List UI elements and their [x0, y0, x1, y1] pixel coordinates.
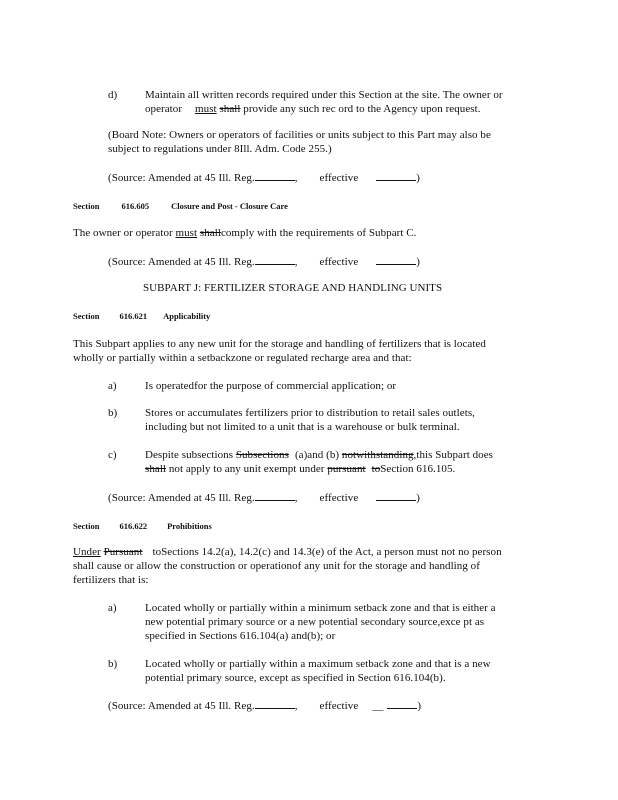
- blank-line: [255, 698, 295, 709]
- deleted-text: to: [371, 463, 381, 475]
- deleted-text: shall: [145, 463, 167, 475]
- item-label: c): [108, 449, 117, 461]
- item-label: b): [108, 407, 118, 419]
- deleted-text: Subsections: [235, 449, 289, 461]
- paragraph-line: Located wholly or partially within a maximum setback zone and that is a new: [145, 658, 491, 670]
- text-span: provide any such rec ord to the Agency upon request.: [243, 103, 481, 115]
- source-note: [108, 698, 421, 713]
- paragraph-line: [145, 462, 455, 476]
- section-word: Section: [73, 201, 100, 211]
- paragraph-line: shall cause or allow the construction or operationof any unit for the storage and handling of: [73, 560, 480, 572]
- section-title: Prohibitions: [167, 521, 212, 531]
- section-word: Section: [73, 311, 100, 321]
- section-word: Section: [73, 521, 100, 531]
- paragraph-line: wholly or partially within a setbackzone or regulated recharge area and that:: [73, 352, 412, 364]
- section-heading: [73, 520, 212, 532]
- blank-line: [255, 490, 295, 501]
- effective-label: effective: [319, 256, 359, 268]
- text-span: ,: [294, 256, 298, 268]
- paragraph-line: specified in Sections 616.104(a) and(b); or: [145, 630, 336, 642]
- paragraph-line: new potential primary source or a new potential secondary source,exce pt as: [145, 616, 485, 628]
- blank-line: [376, 254, 416, 265]
- text-span: ): [416, 172, 420, 184]
- paragraph-line: [73, 226, 416, 240]
- source-label: (Source: Amended at 45 Ill. Reg.: [108, 700, 255, 712]
- text-span: The owner or operator: [73, 227, 176, 239]
- effective-label: effective: [319, 172, 359, 184]
- inserted-text: must: [175, 227, 198, 239]
- text-span: comply with the requirements of Subpart C.: [220, 227, 417, 239]
- text-span: ,: [294, 172, 298, 184]
- paragraph-line: Located wholly or partially within a minimum setback zone and that is either a: [145, 602, 496, 614]
- source-label: (Source: Amended at 45 Ill. Reg.: [108, 492, 255, 504]
- paragraph-line: Stores or accumulates fertilizers prior to distribution to retail sales outlets,: [145, 407, 475, 419]
- effective-label: effective: [319, 492, 359, 504]
- item-label: b): [108, 658, 118, 670]
- text-span: ,: [294, 492, 298, 504]
- effective-label: effective: [319, 700, 359, 712]
- text-span: toSections 14.2(a), 14.2(c) and 14.3(e) of the Act, a person must not no person: [152, 546, 502, 558]
- section-number: 616.605: [121, 201, 150, 211]
- subpart-heading: SUBPART J: FERTILIZER STORAGE AND HANDLING UNITS: [143, 282, 443, 294]
- board-note-line: subject to regulations under 8Ill. Adm. Code 255.): [108, 143, 332, 155]
- section-number: 616.622: [119, 521, 148, 531]
- text-span: Section 616.105.: [380, 463, 456, 475]
- blank-line: [255, 170, 295, 181]
- blank-line: [376, 490, 416, 501]
- section-heading: [73, 200, 288, 212]
- deleted-text: notwithstanding: [341, 449, 414, 461]
- text-span: __: [372, 700, 384, 712]
- source-label: (Source: Amended at 45 Ill. Reg.: [108, 172, 255, 184]
- board-note-line: (Board Note: Owners or operators of facilities or units subject to this Part may also be: [108, 129, 491, 141]
- section-title: Applicability: [163, 311, 211, 321]
- source-note: [108, 490, 420, 505]
- paragraph-line: [145, 448, 493, 462]
- paragraph-line: potential primary source, except as specified in Section 616.104(b).: [145, 672, 446, 684]
- inserted-text: Under: [73, 546, 101, 558]
- deleted-text: pursuant: [327, 463, 366, 475]
- blank-line: [255, 254, 295, 265]
- paragraph-line: Maintain all written records required under this Section at the site. The owner or: [145, 89, 503, 101]
- paragraph-line: [73, 545, 502, 559]
- paragraph-line: including but not limited to a unit that is a warehouse or bulk terminal.: [145, 421, 460, 433]
- source-note: [108, 170, 420, 185]
- text-span: ,: [294, 700, 298, 712]
- text-span: operator: [145, 103, 183, 115]
- item-label: a): [108, 380, 117, 392]
- text-span: ): [416, 256, 420, 268]
- deleted-text: shall: [199, 227, 221, 239]
- paragraph-line: [145, 102, 481, 116]
- text-span: not apply to any unit exempt under: [168, 463, 328, 475]
- text-span: ): [417, 700, 422, 712]
- text-span: ): [416, 492, 420, 504]
- text-span: ,this Subpart does: [413, 449, 493, 461]
- source-label: (Source: Amended at 45 Ill. Reg.: [108, 256, 255, 268]
- paragraph-line: Is operatedfor the purpose of commercial application; or: [145, 380, 397, 392]
- paragraph-line: fertilizers that is:: [73, 574, 149, 586]
- item-label: a): [108, 602, 117, 614]
- section-number: 616.621: [119, 311, 148, 321]
- deleted-text: Pursuant: [103, 546, 143, 558]
- text-span: Despite subsections: [145, 449, 236, 461]
- blank-line: [387, 698, 417, 709]
- item-label: d): [108, 89, 118, 101]
- blank-line: [376, 170, 416, 181]
- section-heading: [73, 310, 210, 322]
- section-title: Closure and Post - Closure Care: [171, 201, 288, 211]
- deleted-text: shall: [219, 103, 241, 115]
- text-span: (a)and (b): [294, 449, 342, 461]
- paragraph-line: This Subpart applies to any new unit for the storage and handling of fertilizers that is located: [73, 338, 486, 350]
- source-note: [108, 254, 420, 269]
- inserted-text: must: [195, 103, 217, 115]
